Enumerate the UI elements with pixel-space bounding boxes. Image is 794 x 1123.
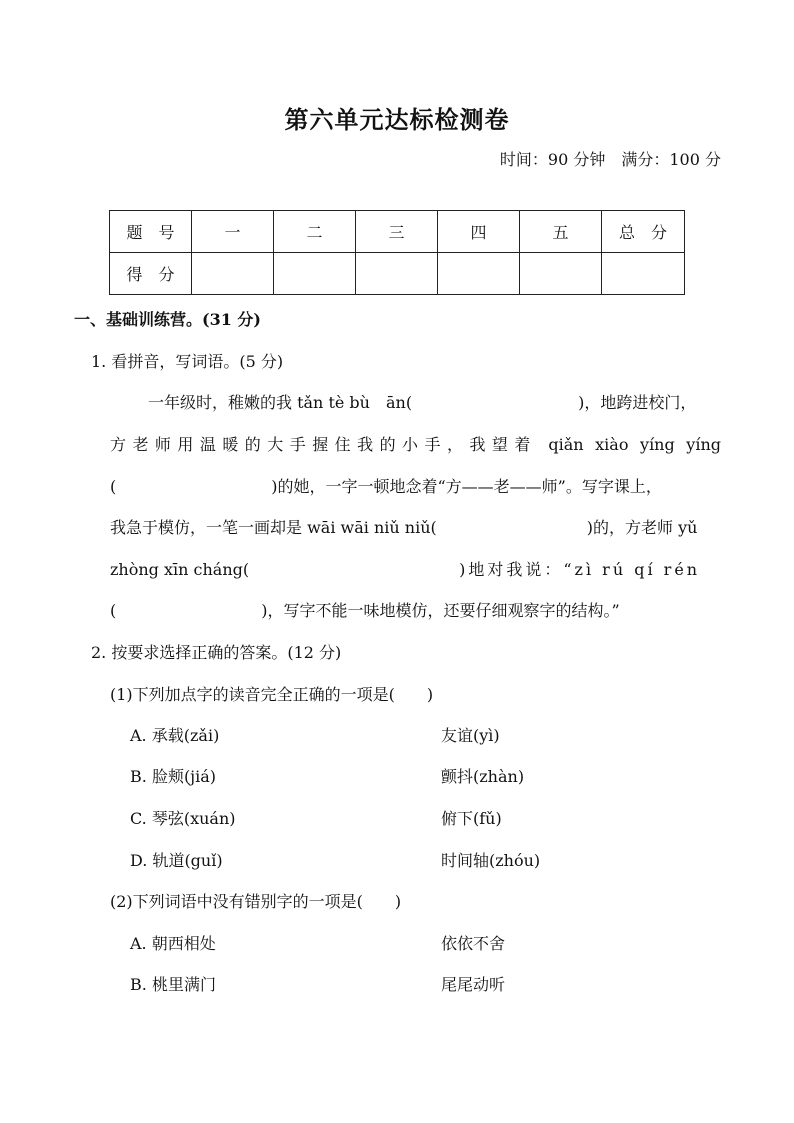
header-total: 总 分	[602, 211, 685, 253]
passage-line-6	[110, 598, 620, 621]
score-cell[interactable]	[192, 253, 274, 295]
option-b-right: 颤抖(zhàn)	[441, 767, 525, 786]
header-4: 四	[438, 211, 520, 253]
score-cell[interactable]	[438, 253, 520, 295]
passage-line-4	[110, 515, 697, 538]
passage-line-3	[110, 474, 662, 497]
passage-text: zhòng xīn cháng(	[110, 560, 250, 579]
row-label-question: 题 号	[110, 211, 192, 253]
score-table-score-row	[110, 253, 685, 295]
option-b[interactable]: B. 脸颊(jiá)	[130, 767, 217, 786]
passage-text: )，地跨进校门，	[578, 393, 697, 412]
exam-meta: 时间：90 分钟 满分：100 分	[499, 150, 721, 169]
option-a-right: 依依不舍	[441, 934, 506, 953]
passage-line-2: 方老师用温暖的大手握住我的小手，我望着 qiǎn xiào yíng yíng	[110, 435, 721, 454]
header-2: 二	[274, 211, 356, 253]
option-d-right: 时间轴(zhóu)	[441, 851, 541, 870]
page-title: 第六单元达标检测卷	[284, 105, 510, 134]
header-5: 五	[520, 211, 602, 253]
option-a-right: 友谊(yì)	[441, 726, 500, 745]
score-table	[109, 210, 685, 295]
passage-text: 一年级时，稚嫩的我 tǎn tè bù ān(	[148, 393, 413, 412]
score-cell[interactable]	[602, 253, 685, 295]
sub-question-1-prompt: (1)下列加点字的读音完全正确的一项是( )	[110, 685, 434, 704]
option-c[interactable]: C. 琴弦(xuán)	[130, 809, 236, 828]
passage-line-5	[110, 557, 700, 580]
option-b[interactable]: B. 桃里满门	[130, 975, 216, 994]
score-cell[interactable]	[520, 253, 602, 295]
row-label-score: 得 分	[110, 253, 192, 295]
option-a[interactable]: A. 承载(zǎi)	[130, 726, 220, 745]
score-cell[interactable]	[274, 253, 356, 295]
option-a[interactable]: A. 朝西相处	[130, 934, 216, 953]
sub-question-2-prompt: (2)下列词语中没有错别字的一项是( )	[110, 892, 402, 911]
passage-text: )的，方老师 yǔ	[586, 518, 698, 537]
option-d[interactable]: D. 轨道(guǐ)	[130, 851, 223, 870]
question-2-title: 2. 按要求选择正确的答案。(12 分)	[91, 643, 342, 662]
passage-text: )，写字不能一味地模仿，还要仔细观察字的结构。”	[261, 601, 620, 620]
score-table-header-row	[110, 211, 685, 253]
passage-text: (	[110, 477, 117, 496]
header-1: 一	[192, 211, 274, 253]
header-3: 三	[356, 211, 438, 253]
passage-line-1	[148, 390, 696, 413]
score-cell[interactable]	[356, 253, 438, 295]
option-b-right: 尾尾动听	[441, 975, 506, 994]
question-1-title: 1. 看拼音，写词语。(5 分)	[91, 352, 284, 371]
section-title: 一、基础训练营。(31 分)	[74, 310, 261, 329]
option-c-right: 俯下(fǔ)	[441, 809, 502, 828]
passage-text: (	[110, 601, 117, 620]
passage-text: )地对我说：“zì rú qí rén	[459, 560, 701, 579]
passage-text: )的她，一字一顿地念着“方——老——师”。写字课上，	[271, 477, 662, 496]
passage-text: 我急于模仿，一笔一画却是 wāi wāi niǔ niǔ(	[110, 518, 437, 537]
